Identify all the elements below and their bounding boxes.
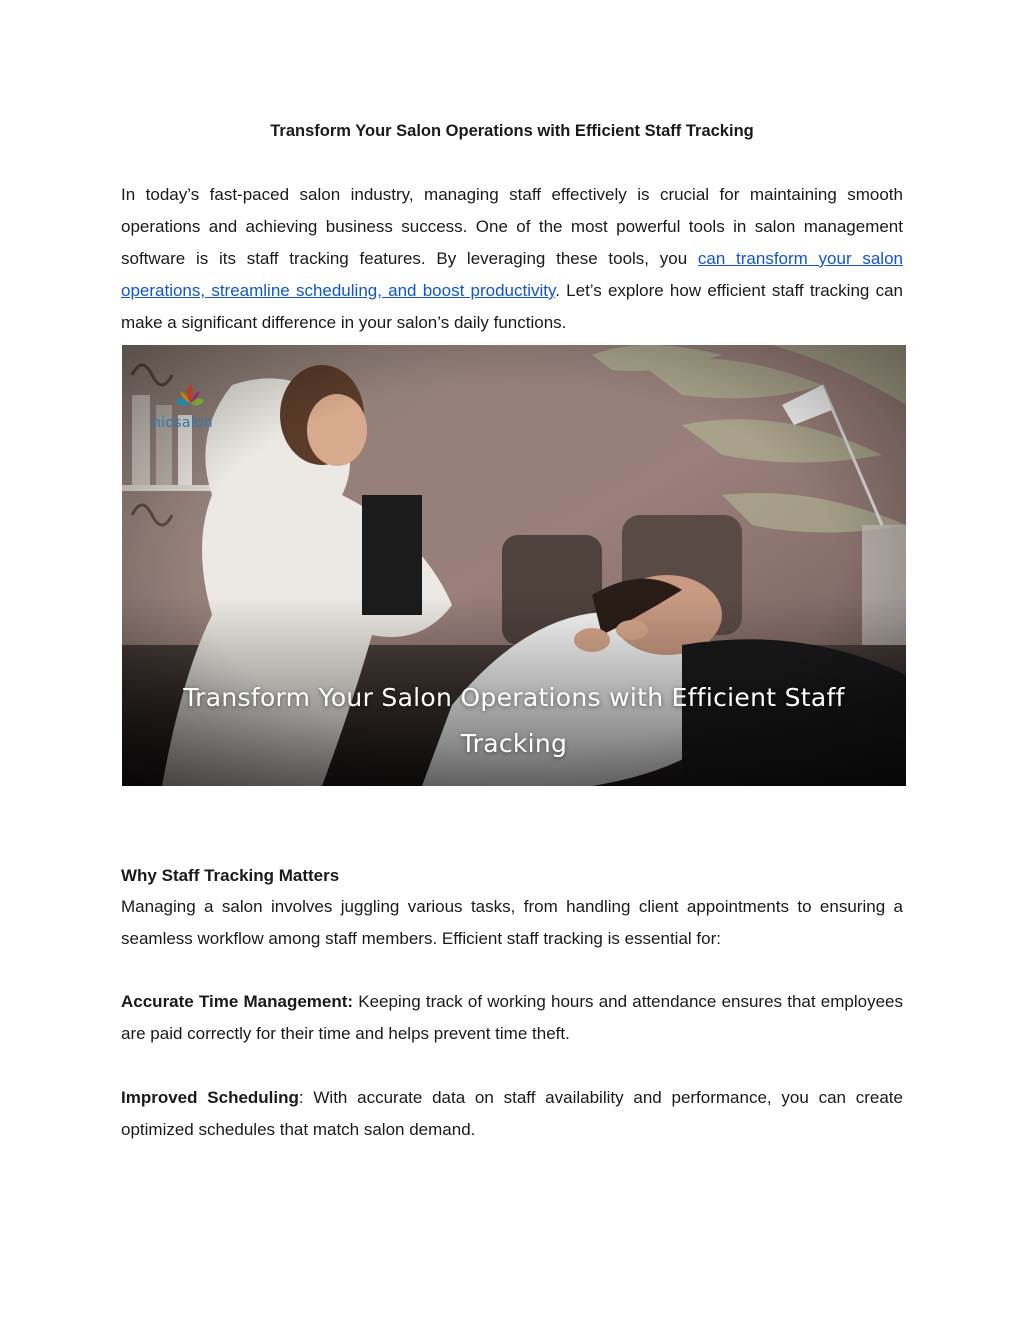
hero-caption-line2: Tracking (460, 729, 568, 758)
section-heading: Why Staff Tracking Matters (121, 866, 340, 885)
point-accurate-time-management (121, 986, 903, 1050)
point-text: : With accurate data on staff availability and performance, you can create optimized schedules that match salon demand. (121, 1088, 903, 1139)
hero-image (122, 345, 906, 786)
section-body-paragraph: Managing a salon involves juggling various tasks, from handling client appointments to ensuring a seamless workflow among staff members. Efficient staff tracking is essential for: (121, 897, 903, 948)
intro-link[interactable]: can transform your salon operations, streamline scheduling, and boost productivity (121, 249, 903, 300)
point-lead: Accurate Time Management: (121, 992, 354, 1011)
hero-caption-line1: Transform Your Salon Operations with Efficient Staff (183, 683, 845, 712)
intro-text-after-link: . Let’s explore how efficient staff tracking can make a significant difference in your salon’s daily functions. (121, 281, 903, 332)
point-text: Keeping track of working hours and attendance ensures that employees are paid correctly for their time and helps prevent time theft. (121, 992, 903, 1043)
intro-text-before-link: In today’s fast-paced salon industry, managing staff effectively is crucial for maintaining smooth operations and achieving business success. One of the most powerful tools in salon management software is its staff tracking features. By leveraging these tools, you (121, 185, 903, 268)
hero-logo-text: niosalon (152, 415, 213, 431)
point-lead: Improved Scheduling (121, 1088, 299, 1107)
hero-caption (152, 675, 876, 767)
point-improved-scheduling (121, 1082, 903, 1146)
intro-paragraph (121, 179, 903, 339)
document-title: Transform Your Salon Operations with Efficient Staff Tracking (270, 122, 754, 140)
